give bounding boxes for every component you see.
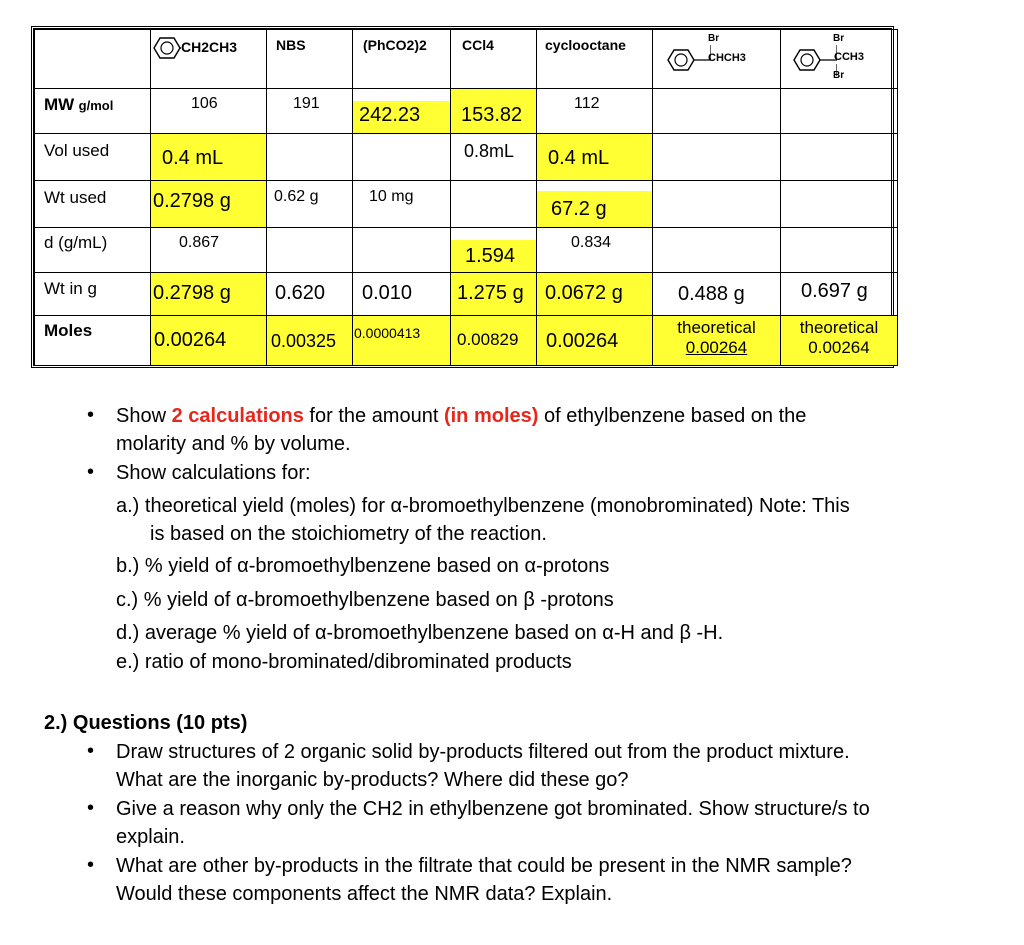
- d-ccl4-value: 1.594: [465, 245, 516, 267]
- moles-ccl4: [451, 316, 537, 366]
- d-eb: [151, 228, 267, 273]
- vol-di: [781, 134, 898, 181]
- d-ccl4: [451, 228, 537, 273]
- wting-mono-value: 0.488 g: [678, 283, 745, 305]
- header-phco2-label: (PhCO2)2: [363, 37, 427, 53]
- benzene-ring-icon: [153, 36, 181, 60]
- row-label-wt: [35, 181, 151, 228]
- wting-eb: [151, 273, 267, 316]
- d-di: [781, 228, 898, 273]
- question-3-line1: What are other by-products in the filtrate that could be present in the NMR sample?: [116, 855, 852, 877]
- mw-nbs: [267, 89, 353, 134]
- moles-cyc-value: 0.00264: [546, 330, 619, 352]
- moles-nbs: [267, 316, 353, 366]
- instruction-2: Show calculations for:: [116, 462, 311, 484]
- mw-label-wrap: [44, 95, 113, 115]
- wting-label: Wt in g: [44, 279, 97, 298]
- moles-nbs-value: 0.00325: [271, 331, 337, 351]
- vol-ccl4-value: 0.8mL: [464, 141, 515, 161]
- corner-cell: [35, 30, 151, 89]
- moles-di-label: theoretical: [799, 318, 879, 337]
- row-label-d: [35, 228, 151, 273]
- instruction-1-emphasis: 2 calculations: [171, 405, 304, 427]
- header-dibromo: [781, 30, 898, 89]
- bullet: •: [87, 740, 95, 762]
- vol-ccl4: [451, 134, 537, 181]
- row-label-wting: [35, 273, 151, 316]
- questions-heading: 2.) Questions (10 pts): [44, 712, 248, 734]
- wting-ccl4-value: 1.275 g: [457, 282, 524, 304]
- instruction-1-pre: Show: [116, 405, 172, 427]
- wting-phco2-value: 0.010: [362, 282, 413, 304]
- wt-label: Wt used: [44, 188, 107, 207]
- wting-di: [781, 273, 898, 316]
- wt-ccl4: [451, 181, 537, 228]
- header-nbs: [267, 30, 353, 89]
- vol-cyc: [537, 134, 653, 181]
- d-cyc-value: 0.834: [571, 234, 612, 251]
- vol-eb: [151, 134, 267, 181]
- wt-phco2-value: 10 mg: [369, 188, 414, 205]
- wt-nbs-value: 0.62 g: [274, 188, 319, 205]
- wt-eb: [151, 181, 267, 228]
- header-ccl4: [451, 30, 537, 89]
- mw-ccl4: [451, 89, 537, 134]
- item-a-line1: a.) theoretical yield (moles) for α-bromoethylbenzene (monobrominated) Note: This: [116, 495, 850, 517]
- vol-eb-value: 0.4 mL: [162, 147, 224, 169]
- mw-mono: [653, 89, 781, 134]
- bullet: •: [87, 461, 95, 483]
- ethylbenzene-substituent: CH2CH3: [181, 39, 238, 55]
- vol-mono: [653, 134, 781, 181]
- mw-label: MW: [44, 95, 75, 114]
- d-eb-value: 0.867: [179, 234, 220, 251]
- item-d: d.) average % yield of α-bromoethylbenzene based on α-H and β -H.: [116, 622, 724, 644]
- moles-mono-value: 0.00264: [685, 338, 748, 357]
- moles-phco2: [353, 316, 451, 366]
- item-e: e.) ratio of mono-brominated/dibrominated products: [116, 651, 572, 673]
- moles-mono-label: theoretical: [677, 318, 756, 337]
- di-br-bottom-label: Br: [833, 70, 845, 81]
- d-nbs: [267, 228, 353, 273]
- moles-eb-value: 0.00264: [154, 329, 227, 351]
- wting-eb-value: 0.2798 g: [153, 282, 231, 304]
- header-cyclooctane-label: cyclooctane: [545, 37, 626, 53]
- mw-unit: g/mol: [78, 98, 114, 113]
- header-nbs-label: NBS: [276, 37, 306, 53]
- vol-nbs: [267, 134, 353, 181]
- instruction-1-mid: for the amount: [303, 405, 444, 427]
- benzene-ring-icon: [793, 42, 837, 80]
- question-1-line1: Draw structures of 2 organic solid by-products filtered out from the product mixture.: [116, 741, 850, 763]
- item-a-line2: is based on the stoichiometry of the reaction.: [150, 523, 547, 545]
- wt-cyc-value: 67.2 g: [551, 198, 607, 220]
- moles-ccl4-value: 0.00829: [457, 330, 519, 349]
- mono-substituent: CHCH3: [708, 52, 746, 64]
- wt-mono: [653, 181, 781, 228]
- moles-di-text: [781, 318, 897, 358]
- header-ccl4-label: CCl4: [462, 37, 494, 53]
- d-phco2: [353, 228, 451, 273]
- moles-eb: [151, 316, 267, 366]
- wting-mono: [653, 273, 781, 316]
- instruction-1-line2: molarity and % by volume.: [116, 433, 351, 455]
- wt-phco2: [353, 181, 451, 228]
- moles-mono-text: [653, 318, 780, 358]
- mw-cyc: [537, 89, 653, 134]
- wting-phco2: [353, 273, 451, 316]
- di-substituent: CCH3: [834, 51, 864, 63]
- row-label-vol: [35, 134, 151, 181]
- wting-ccl4: [451, 273, 537, 316]
- wting-cyc-value: 0.0672 g: [545, 282, 623, 304]
- mw-eb-value: 106: [191, 95, 218, 112]
- vol-phco2: [353, 134, 451, 181]
- mw-di: [781, 89, 898, 134]
- row-label-mw: [35, 89, 151, 134]
- moles-mono: [653, 316, 781, 366]
- mw-phco2: [353, 89, 451, 134]
- header-monobromo: [653, 30, 781, 89]
- vol-cyc-value: 0.4 mL: [548, 147, 610, 169]
- moles-cyc: [537, 316, 653, 366]
- instruction-1-emphasis-2: (in moles): [443, 405, 539, 427]
- data-table: [31, 26, 894, 368]
- bullet: •: [87, 404, 95, 426]
- question-1-line2: What are the inorganic by-products? Where did these go?: [116, 769, 629, 791]
- moles-label: Moles: [44, 321, 93, 340]
- wt-eb-value: 0.2798 g: [153, 190, 231, 212]
- bullet: •: [87, 797, 95, 819]
- header-cyclooctane: [537, 30, 653, 89]
- di-br-top-label: Br: [833, 33, 845, 44]
- wt-di: [781, 181, 898, 228]
- instruction-1-post: of ethylbenzene based on the: [538, 405, 807, 427]
- row-label-moles: [35, 316, 151, 366]
- wt-cyc: [537, 181, 653, 228]
- moles-di: [781, 316, 898, 366]
- item-b: b.) % yield of α-bromoethylbenzene based on α-protons: [116, 555, 610, 577]
- header-phco2: [353, 30, 451, 89]
- mw-phco2-value: 242.23: [359, 104, 421, 126]
- wting-cyc: [537, 273, 653, 316]
- d-label: d (g/mL): [44, 233, 108, 252]
- mw-nbs-value: 191: [293, 95, 320, 112]
- mw-eb: [151, 89, 267, 134]
- mw-cyc-value: 112: [574, 95, 600, 112]
- header-ethylbenzene: [151, 30, 267, 89]
- d-mono: [653, 228, 781, 273]
- wting-di-value: 0.697 g: [801, 280, 868, 302]
- mono-br-label: Br: [708, 33, 720, 44]
- question-2-line1: Give a reason why only the CH2 in ethylbenzene got brominated. Show structure/s to: [116, 798, 870, 820]
- moles-phco2-value: 0.0000413: [354, 325, 421, 341]
- item-c: c.) % yield of α-bromoethylbenzene based on β -protons: [116, 589, 614, 611]
- bullet: •: [87, 854, 95, 876]
- d-cyc: [537, 228, 653, 273]
- benzene-ring-icon: [667, 42, 711, 72]
- mw-ccl4-value: 153.82: [461, 104, 523, 126]
- vol-label: Vol used: [44, 141, 110, 160]
- moles-di-value: 0.00264: [808, 338, 870, 357]
- question-2-line2: explain.: [116, 826, 185, 848]
- question-3-line2: Would these components affect the NMR data? Explain.: [116, 883, 613, 905]
- wting-nbs: [267, 273, 353, 316]
- wting-nbs-value: 0.620: [275, 282, 326, 304]
- instruction-1: [116, 404, 806, 428]
- wt-nbs: [267, 181, 353, 228]
